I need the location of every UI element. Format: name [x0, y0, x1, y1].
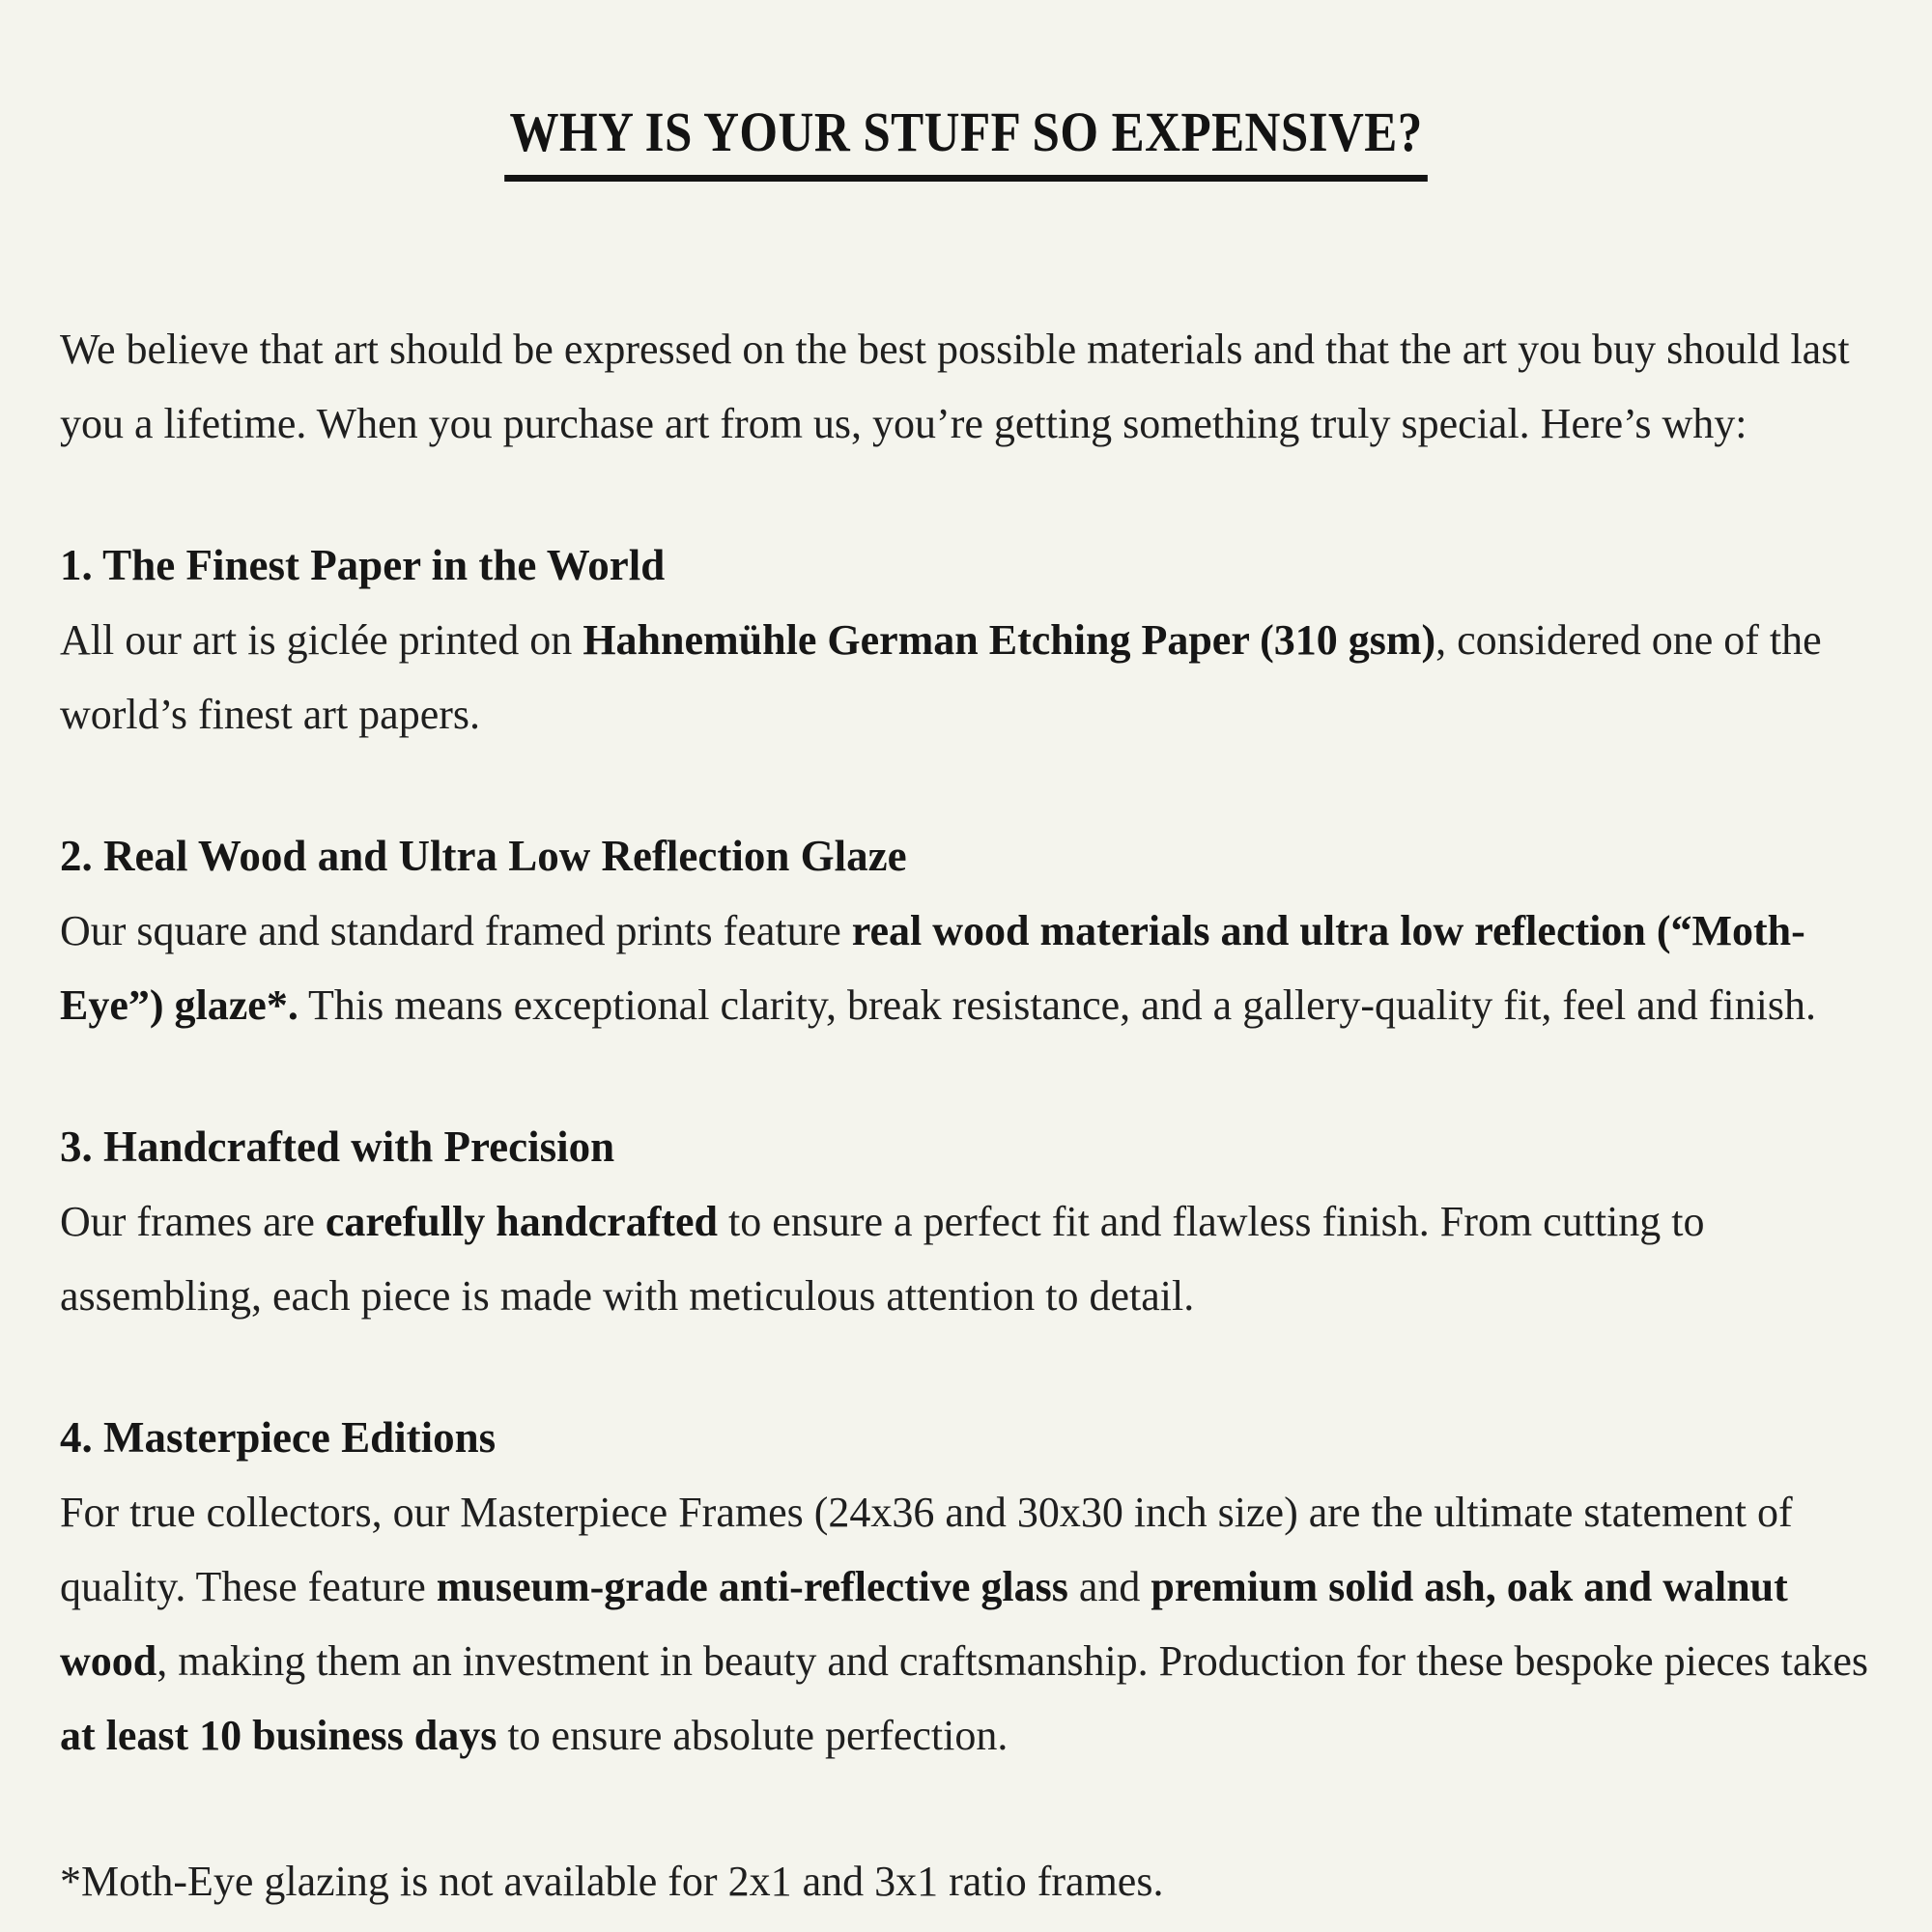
section-body [60, 894, 1872, 1042]
section-finest-paper [60, 528, 1872, 752]
text-segment-bold: museum-grade anti-reflective glass [436, 1562, 1068, 1610]
text-segment-bold: at least 10 business days [60, 1711, 497, 1759]
section-real-wood-glaze [60, 819, 1872, 1042]
section-handcrafted [60, 1110, 1872, 1333]
section-body [60, 1475, 1872, 1773]
text-segment-bold: real wood materials and ultra low reflection (“Moth-Eye”) glaze*. [60, 906, 1805, 1029]
text-segment: and [1067, 1562, 1151, 1610]
section-heading: 3. Handcrafted with Precision [60, 1122, 615, 1171]
text-segment: to ensure absolute perfection. [497, 1711, 1009, 1759]
section-masterpiece-editions [60, 1401, 1872, 1773]
text-segment: to ensure a perfect fit and flawless finish. From cutting to assembling, each piece is made with meticulous attention to detail. [60, 1197, 1705, 1320]
page-title-container [60, 64, 1872, 219]
text-segment: All our art is giclée printed on [60, 615, 583, 664]
text-segment: Our square and standard framed prints feature [60, 906, 852, 954]
text-segment: , making them an investment in beauty and craftsmanship. Production for these bespoke pieces takes [156, 1636, 1869, 1685]
section-heading: 4. Masterpiece Editions [60, 1412, 497, 1462]
section-body [60, 1184, 1872, 1333]
section-body [60, 603, 1872, 752]
text-segment: For true collectors, our Masterpiece Frames (24x36 and 30x30 inch size) are the ultimate statement of quality. These feature [60, 1488, 1793, 1610]
text-segment-bold: Hahnemühle German Etching Paper (310 gsm) [582, 615, 1436, 664]
footnote-moth-eye: *Moth-Eye glazing is not available for 2x1 and 3x1 ratio frames. [60, 1857, 1164, 1905]
intro-paragraph: We believe that art should be expressed on the best possible materials and that the art you buy should last you a lifetime. When you purchase art from us, you’re getting something truly special. Here’s why: [60, 325, 1850, 447]
text-segment: Our frames are [60, 1197, 326, 1245]
text-segment-bold: carefully handcrafted [325, 1197, 718, 1245]
page-title: WHY IS YOUR STUFF SO EXPENSIVE? [504, 101, 1428, 182]
text-segment: , considered one of the world’s finest art papers. [60, 615, 1822, 738]
section-heading: 2. Real Wood and Ultra Low Reflection Glaze [60, 831, 907, 880]
section-heading: 1. The Finest Paper in the World [60, 540, 666, 589]
text-segment-bold: premium solid ash, oak and walnut wood [60, 1562, 1788, 1685]
text-segment: This means exceptional clarity, break resistance, and a gallery-quality fit, feel and finish. [298, 980, 1817, 1029]
